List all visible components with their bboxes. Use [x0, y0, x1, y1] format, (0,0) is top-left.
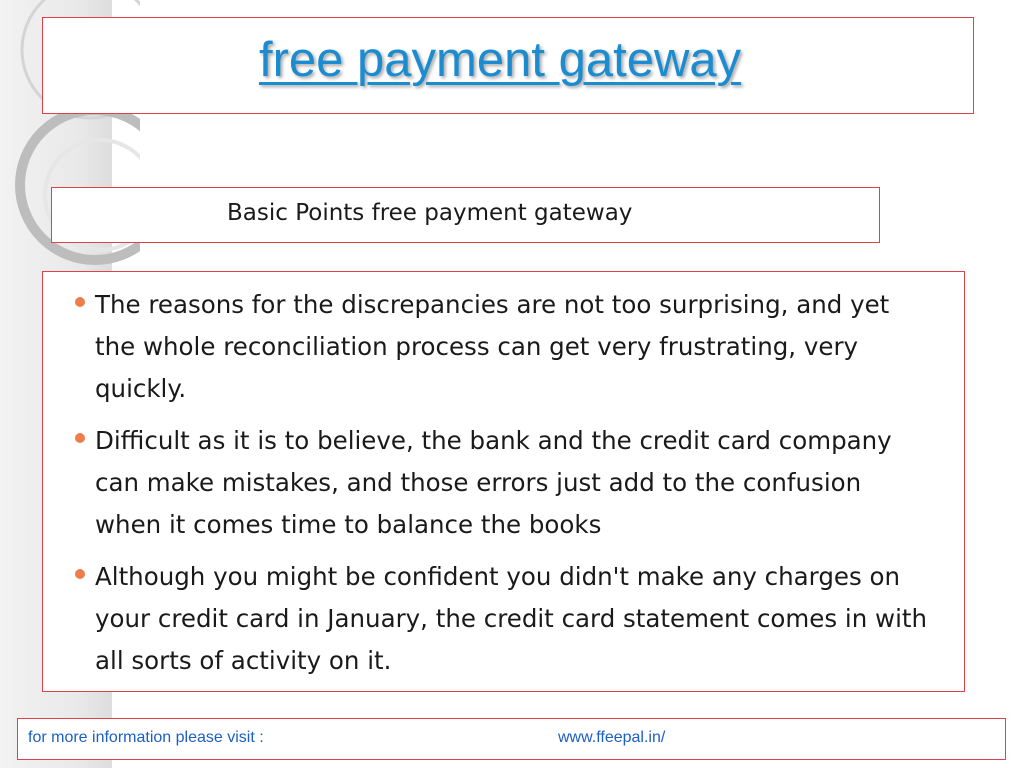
- footer-box: [17, 718, 1006, 760]
- subtitle-box: [51, 187, 880, 243]
- page-subtitle: Basic Points free payment gateway: [227, 200, 633, 226]
- content-box: [42, 271, 965, 692]
- list-item: [75, 556, 935, 682]
- footer-link[interactable]: www.ffeepal.in/: [558, 729, 666, 746]
- footer-label: for more information please visit :: [28, 729, 264, 746]
- bullet-dot-icon: [75, 433, 85, 443]
- list-item: [75, 284, 935, 410]
- bullet-list: [75, 284, 935, 692]
- bullet-dot-icon: [75, 569, 85, 579]
- bullet-text: Difficult as it is to believe, the bank and the credit card company can make mistakes, and those errors just add to the confusion when it comes time to balance the books: [95, 426, 892, 539]
- page-title: free payment gateway: [259, 33, 742, 87]
- bullet-text: Although you might be confident you didn't make any charges on your credit card in January, the credit card statement comes in with all sorts of activity on it.: [95, 562, 928, 675]
- title-box: [42, 17, 974, 114]
- bullet-text: The reasons for the discrepancies are not too surprising, and yet the whole reconciliation process can get very frustrating, very quickly.: [95, 290, 890, 403]
- bullet-dot-icon: [75, 297, 85, 307]
- list-item: [75, 420, 935, 546]
